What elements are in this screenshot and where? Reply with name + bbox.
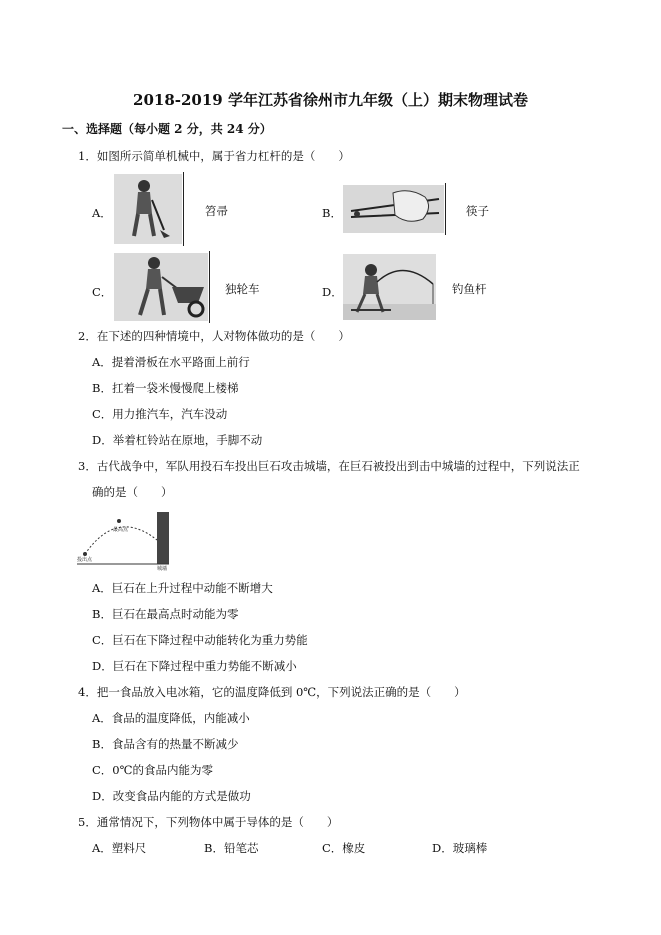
q1-option-d-letter: D．	[322, 285, 343, 299]
wheelbarrow-figure	[114, 253, 208, 321]
q3-option-c: C．巨石在下降过程中动能转化为重力势能	[92, 633, 308, 647]
q1-option-a-caption: 笤帚	[205, 204, 228, 218]
page-title: 2018-2019 学年江苏省徐州市九年级（上）期末物理试卷	[133, 91, 528, 109]
chopsticks-hand-figure	[343, 185, 444, 233]
question-1-stem: 1．如图所示简单机械中，属于省力杠杆的是（ ）	[78, 149, 350, 163]
q5-option-c: C．橡皮	[322, 841, 366, 855]
q3-option-a: A．巨石在上升过程中动能不断增大	[92, 581, 273, 595]
q5-option-a: A．塑料尺	[92, 841, 147, 855]
q5-option-b: B．铅笔芯	[204, 841, 259, 855]
q3-option-d: D．巨石在下降过程中重力势能不断减小	[92, 659, 297, 673]
catapult-trajectory-figure	[77, 510, 172, 570]
q4-option-b: B．食品含有的热量不断减少	[92, 737, 239, 751]
q1-option-b-caption: 筷子	[466, 204, 489, 218]
q2-option-a: A．提着滑板在水平路面上前行	[92, 355, 250, 369]
figure-label-start: 投出点	[77, 557, 93, 563]
q1-option-c-letter: C．	[92, 285, 113, 299]
q3-option-b: B．巨石在最高点时动能为零	[92, 607, 239, 621]
question-4-stem: 4．把一食品放入电冰箱，它的温度降低到 0℃，下列说法正确的是（ ）	[78, 685, 466, 699]
q2-option-c: C．用力推汽车，汽车没动	[92, 407, 228, 421]
question-3-stem-line1: 3．古代战争中，军队用投石车投出巨石攻击城墙，在巨石被投出到击中城墙的过程中，下列说法正	[78, 459, 580, 473]
section-heading: 一、选择题（每小题 2 分，共 24 分）	[62, 122, 272, 136]
question-2-stem: 2．在下述的四种情境中，人对物体做功的是（ ）	[78, 329, 350, 343]
figure-label-wall: 城墙	[157, 566, 168, 572]
q2-option-b: B．扛着一袋米慢慢爬上楼梯	[92, 381, 239, 395]
fishing-rod-figure	[343, 254, 436, 320]
q1-option-d-caption: 钓鱼杆	[452, 282, 487, 296]
q1-option-b-letter: B．	[322, 206, 342, 220]
q4-option-a: A．食品的温度降低，内能减小	[92, 711, 250, 725]
q1-option-a-letter: A．	[92, 206, 112, 220]
q5-option-d: D．玻璃棒	[432, 841, 488, 855]
figure-label-top: 最高点	[113, 527, 129, 533]
figure-divider	[183, 172, 184, 246]
sweeping-broom-figure	[114, 174, 182, 244]
q2-option-d: D．举着杠铃站在原地，手脚不动	[92, 433, 263, 447]
figure-divider	[209, 251, 210, 323]
q4-option-c: C．0℃的食品内能为零	[92, 763, 213, 777]
figure-divider	[445, 183, 446, 235]
question-5-stem: 5．通常情况下，下列物体中属于导体的是（ ）	[78, 815, 339, 829]
q4-option-d: D．改变食品内能的方式是做功	[92, 789, 251, 803]
question-3-stem-line2: 确的是（ ）	[92, 485, 173, 499]
q1-option-c-caption: 独轮车	[225, 282, 260, 296]
